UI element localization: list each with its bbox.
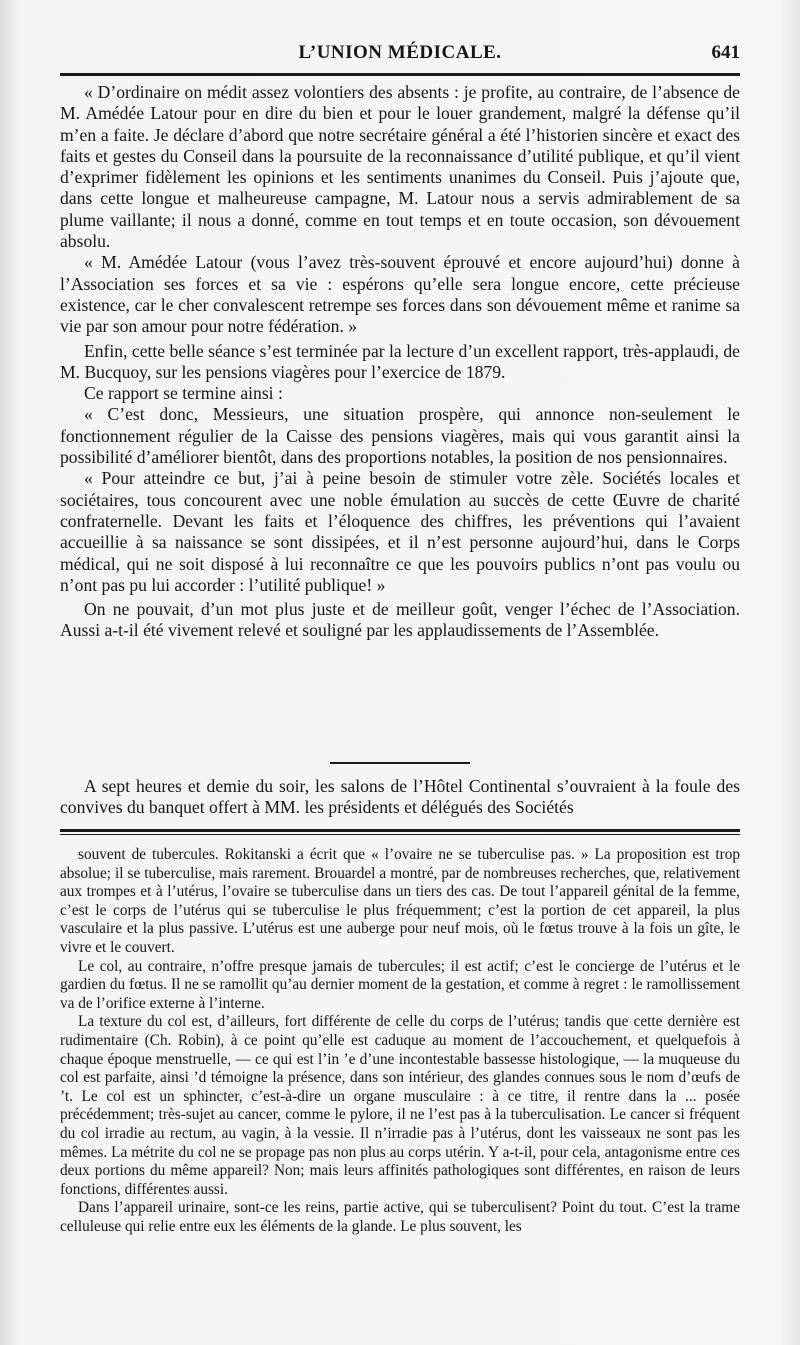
- footnote-text: [60, 846, 740, 1236]
- running-head: L’UNION MÉDICALE.: [298, 42, 502, 63]
- paragraph: « M. Amédée Latour (vous l’avez très-souvent éprouvé et encore aujourd’hui) donne à l’Association ses forces et sa vie : espérons qu’elle sera longue encore, cette précieuse existence, car le cher convalescent retrempe ses forces dans son dévouement même et ranime sa vie par son amour pour notre fédération. »: [60, 252, 740, 337]
- paragraph: Enfin, cette belle séance s’est terminée par la lecture d’un excellent rapport, très-applaudi, de M. Bucquoy, sur les pensions viagères pour l’exercice de 1879.: [60, 340, 740, 382]
- paragraph: Ce rapport se termine ainsi :: [84, 383, 283, 404]
- footnote-rule: [60, 829, 740, 835]
- paragraph: « D’ordinaire on médit assez volontiers des absents : je profite, au contraire, de l’absence de M. Amédée Latour pour en dire du bien et pour le louer grandement, malgré la défense qu’il m’en a faite. Je déclare d’abord que notre secrétaire général a été l’historien sincère et exact des faits et gestes du Conseil dans la poursuite de la reconnaissance d’utilité publique, et qu’il vient d’exprimer fidèlement les opinions et les sentiments unanimes du Conseil. Puis j’ajoute que, dans cette longue et malheureuse campagne, M. Latour nous a servis admirablement de sa plume vaillante; il nous a donné, comme en tout temps et en toute occasion, son dévouement absolu.: [60, 82, 740, 252]
- paragraph: On ne pouvait, d’un mot plus juste et de meilleur goût, venger l’échec de l’Association. Aussi a-t-il été vivement relevé et souligné par les applaudissements de l’Assemblée.: [60, 599, 740, 641]
- paragraph: A sept heures et demie du soir, les salons de l’Hôtel Continental s’ouvraient à la foule des convives du banquet offert à MM. les présidents et délégués des Sociétés: [60, 776, 740, 818]
- note-paragraph: Le col, au contraire, n’offre presque jamais de tubercules; il est actif; c’est le concierge de l’utérus et le gardien du fœtus. Il ne se ramollit qu’au dernier moment de la gestation, et comme à regret : le ramollissement va de l’orifice externe à l’interne.: [60, 957, 740, 1012]
- section-separator: [330, 762, 470, 764]
- paragraph: « Pour atteindre ce but, j’ai à peine besoin de stimuler votre zèle. Sociétés locales et sociétaires, tous concourent avec une noble émulation au succès de cette Œuvre de charité confraternelle. Devant les faits et l’éloquence des chiffres, les préventions qui l’avaient accueillie à sa naissance se sont dissipées, et il n’est personne aujourd’hui, dans le Corps médical, qui ne soit disposé à lui reconnaître ce que les pouvoirs publics n’ont pas voulu ou n’ont pas pu lui accorder : l’utilité publique! »: [60, 468, 740, 595]
- page-number: 641: [711, 42, 740, 63]
- header-rule: [60, 73, 740, 76]
- paragraph: « C’est donc, Messieurs, une situation prospère, qui annonce non-seulement le fonctionnement régulier de la Caisse des pensions viagères, mais qui vous garantit ainsi la possibilité d’améliorer bientôt, dans des proportions notables, la position de nos pensionnaires.: [60, 404, 740, 468]
- note-paragraph: La texture du col est, d’ailleurs, fort différente de celle du corps de l’utérus; tandis que cette dernière est rudimentaire (Ch. Robin), à ce point qu’elle est caduque au moment de l’accouchement, et quelquefois à chaque époque menstruelle, — ce qui est l’in ’e d’une incontestable bassesse histologique, — la muqueuse du col est parfaite, ainsi ’d témoigne la présence, dans son intérieur, des glandes connues sous le nom d’œufs de ’t. Le col est un sphincter, c’est-à-dire un organe musculaire : à ce titre, il rentre dans la ... posée précédemment; très-sujet au cancer, comme le pylore, il ne l’est pas à la tuberculisation. Le cancer si fréquent du col irradie au rectum, au vagin, à la vessie. Il n’irradie pas à l’utérus, dont les vaisseaux ne sont pas les mêmes. La métrite du col ne se propage pas non plus au corps utérin. Y a-t-il, pour cela, antagonisme entre ces deux portions du même appareil? Non; mais leurs affinités pathologiques sont différentes, en raison de leurs fonctions, différentes aussi.: [60, 1013, 740, 1198]
- note-paragraph: Dans l’appareil urinaire, sont-ce les reins, partie active, qui se tuberculisent? Point du tout. C’est la trame celluleuse qui relie entre eux les éléments de la glande. Le plus souvent, les: [60, 1199, 740, 1235]
- page-header: [60, 42, 740, 76]
- banquet-text: [60, 776, 740, 819]
- main-text: [60, 82, 740, 642]
- note-paragraph: souvent de tubercules. Rokitanski a écrit que « l’ovaire ne se tuberculise pas. » La proposition est trop absolue; il se tuberculise, mais rarement. Brouardel a montré, par de nombreuses recherches, que, relativement aux trompes et à l’utérus, l’ovaire se tuberculise dans un tiers des cas. De tout l’appareil génital de la femme, c’est le corps de l’utérus qui se tuberculise le plus fréquemment; c’est la portion de cet appareil, la plus vasculaire et la plus passive. L’utérus est une auberge pour neuf mois, où le fœtus trouve à la fois un gîte, le vivre et le couvert.: [60, 846, 740, 956]
